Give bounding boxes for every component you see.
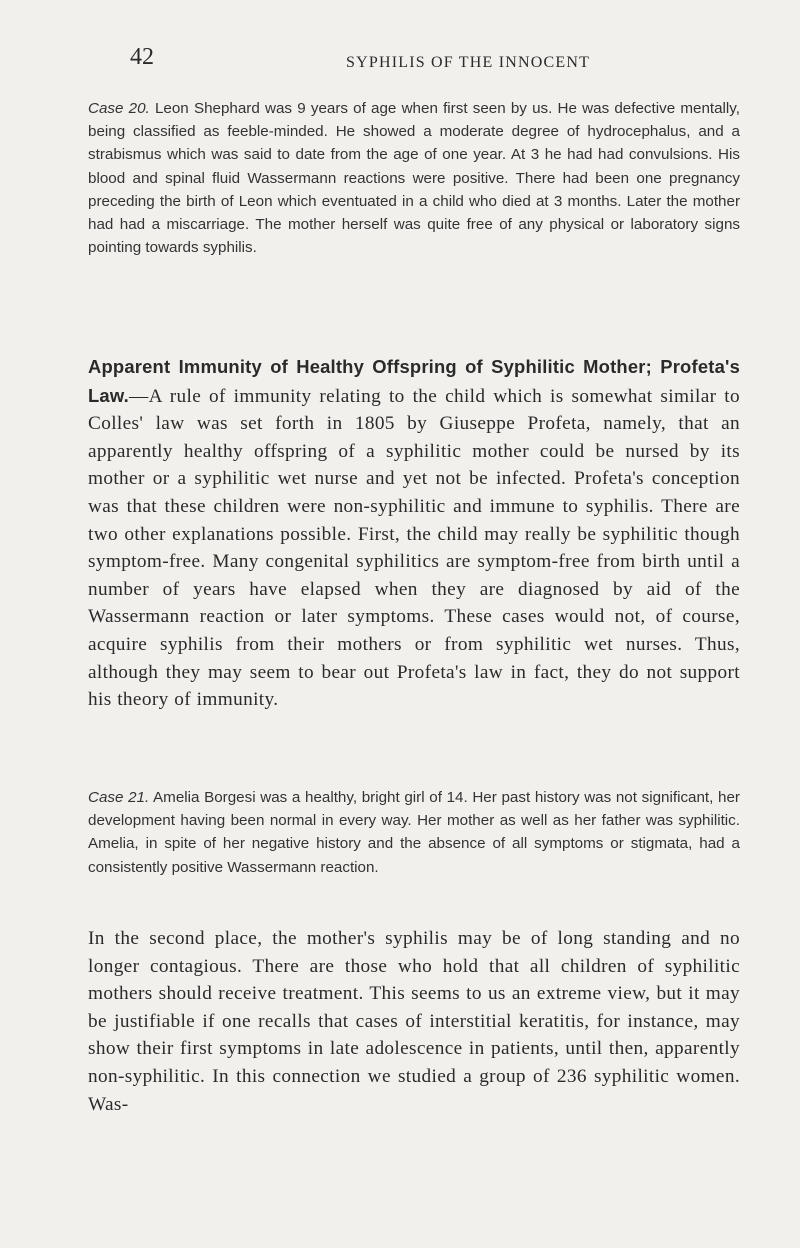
second-place-text: In the second place, the mother's syphilis may be of long standing and no longer contagious. There are those who hold that all children of syphilitic mothers should receive treatment. This seems to us an extreme view, but it may be justifiable if one recalls that cases of interstitial keratitis, for instance, may show their first symptoms in late adolescence in patients, until then, apparently non-syphilitic. In this connection we studied a group of 236 syphilitic women. Was- <box>88 928 740 1115</box>
profeta-law-text: —A rule of immunity relating to the child which is somewhat similar to Colles' law was set forth in 1805 by Giuseppe Profeta, namely, that an apparently healthy offspring of a syphilitic mother could be nursed by its mother or a syphilitic wet nurse and yet not be infected. Profeta's conception was that these children were non-syphilitic and immune to syphilis. There are two other explanations possible. First, the child may really be syphilitic though symptom-free. Many congenital syphilitics are symptom-free from birth until a number of years have elapsed when they are diagnosed by aid of the Wassermann reaction or later symptoms. These cases would not, of course, acquire syphilis from their mothers or from syphilitic wet nurses. Thus, although they may seem to bear out Profeta's law in fact, they do not support his theory of immunity. <box>88 385 740 711</box>
case-20-paragraph <box>88 97 740 259</box>
case-21-text: Amelia Borgesi was a healthy, bright girl of 14. Her past history was not significant, her development having been normal in every way. Her mother as well as her father was syphilitic. Amelia, in spite of her negative history and the absence of all symptoms or stigmata, had a consistently positive Wassermann reaction. <box>88 789 740 876</box>
case-21-paragraph <box>88 786 740 879</box>
profeta-law-paragraph <box>88 353 740 714</box>
case-21-label: Case 21. <box>88 789 150 806</box>
page-number: 42 <box>130 44 154 70</box>
second-place-paragraph <box>88 925 740 1118</box>
case-20-label: Case 20. <box>88 100 150 117</box>
section-heading: Apparent Immunity of Healthy Offspring of Syphilitic Mother; Profeta's Law. <box>88 356 740 406</box>
case-20-text: Leon Shephard was 9 years of age when first seen by us. He was defective mentally, being classified as feeble-minded. He showed a moderate degree of hydrocephalus, and a strabismus which was said to date from the age of one year. At 3 he had had convulsions. His blood and spinal fluid Wassermann reactions were positive. There had been one pregnancy preceding the birth of Leon which eventuated in a child who died at 3 months. Later the mother had had a miscarriage. The mother herself was quite free of any physical or laboratory signs pointing towards syphilis. <box>88 100 740 257</box>
page-header <box>88 0 738 70</box>
running-head: SYPHILIS OF THE INNOCENT <box>346 54 591 71</box>
